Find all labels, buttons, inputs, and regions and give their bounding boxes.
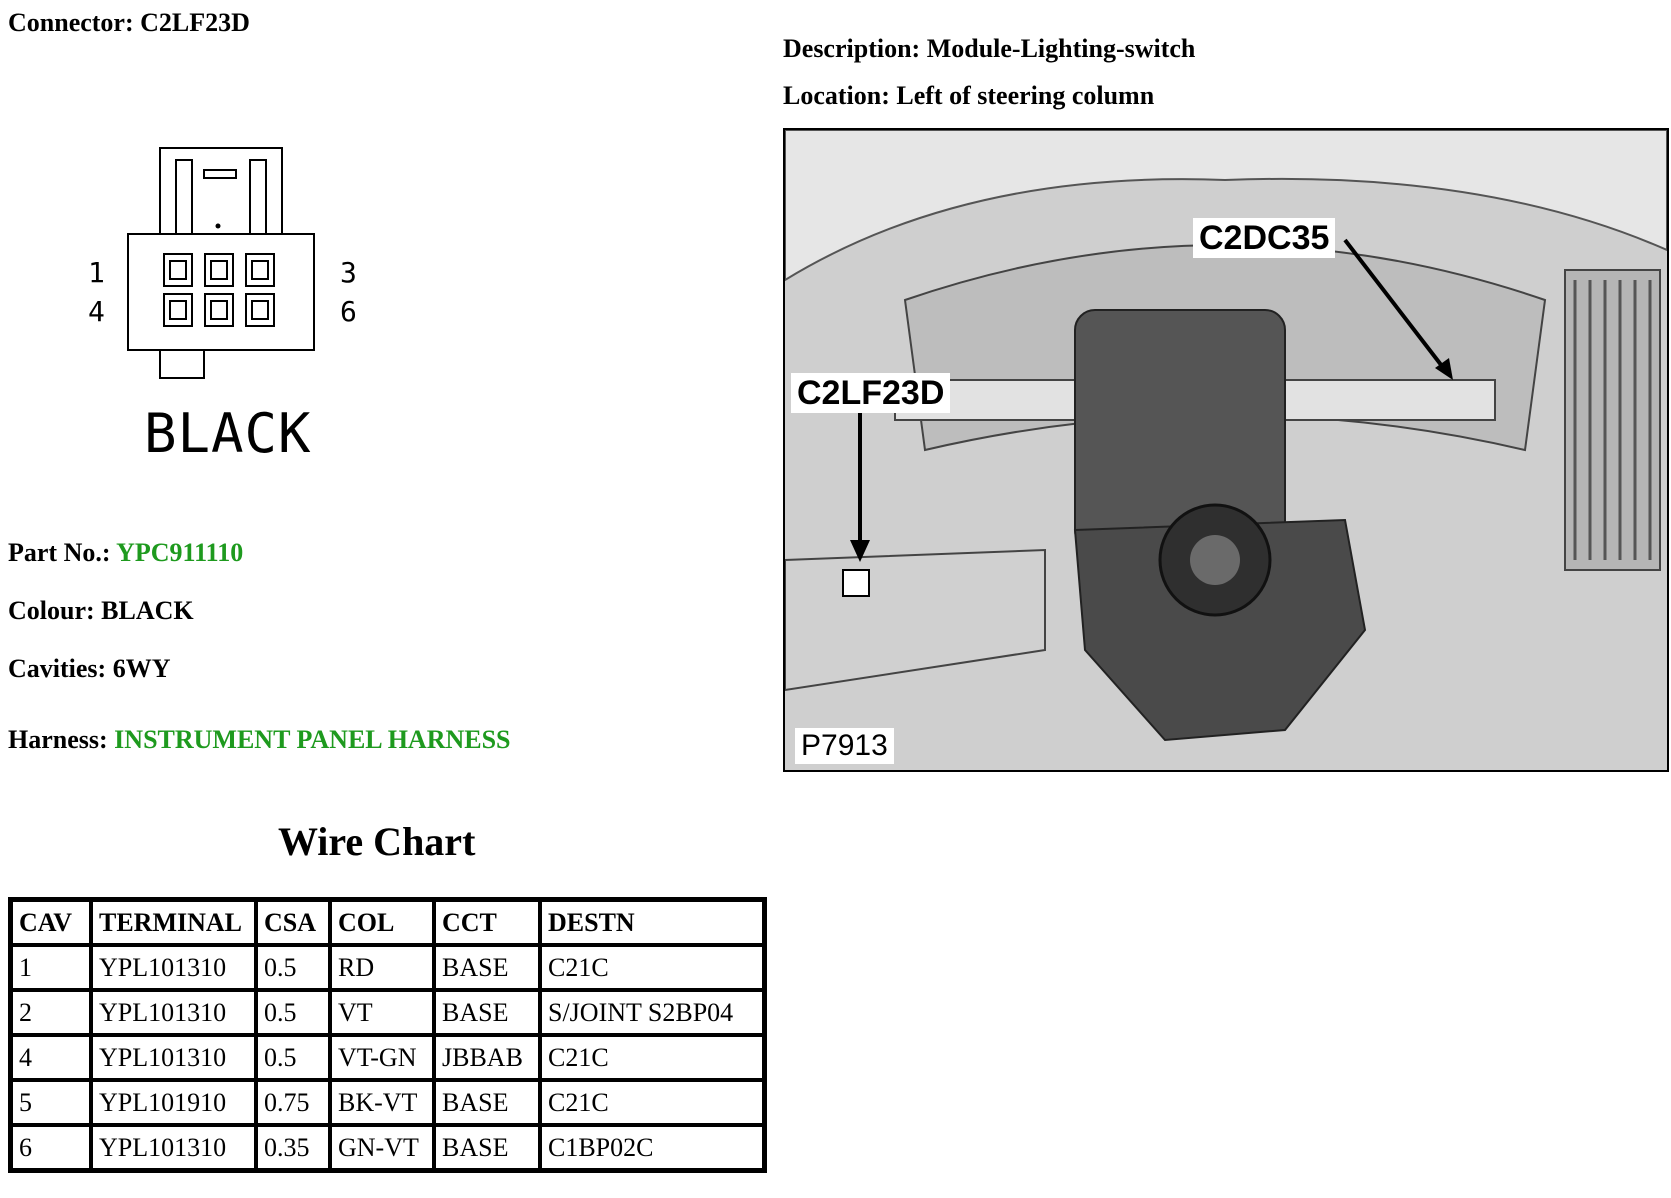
- cell-csa: 0.5: [256, 945, 330, 990]
- header-cav: CAV: [11, 900, 91, 945]
- cell-cav: 4: [11, 1035, 91, 1080]
- photo-callout-c2lf23d: C2LF23D: [791, 373, 950, 413]
- table-row: [11, 945, 764, 990]
- header-csa: CSA: [256, 900, 330, 945]
- cell-cct: BASE: [434, 1080, 540, 1125]
- cell-col: VT-GN: [330, 1035, 434, 1080]
- cell-csa: 0.5: [256, 990, 330, 1035]
- connector-value: C2LF23D: [140, 8, 250, 37]
- cell-cav: 5: [11, 1080, 91, 1125]
- cell-col: BK-VT: [330, 1080, 434, 1125]
- cell-terminal: YPL101310: [91, 1125, 256, 1170]
- photo-id: P7913: [795, 728, 894, 764]
- location-label: Location:: [783, 81, 890, 110]
- connector-colour-text: BLACK: [144, 402, 312, 465]
- cell-terminal: YPL101310: [91, 1035, 256, 1080]
- part-no-value[interactable]: YPC911110: [116, 538, 244, 567]
- header-terminal: TERMINAL: [91, 900, 256, 945]
- pin-label-3: 3: [340, 256, 357, 289]
- connector-face-drawing: [80, 140, 380, 390]
- connector-field: [8, 8, 250, 38]
- header-cct: CCT: [434, 900, 540, 945]
- cell-cct: JBBAB: [434, 1035, 540, 1080]
- pin-label-1: 1: [88, 256, 105, 289]
- cavities-value: 6WY: [112, 654, 171, 683]
- cell-cct: BASE: [434, 945, 540, 990]
- header-col: COL: [330, 900, 434, 945]
- cell-destn: C1BP02C: [540, 1125, 764, 1170]
- cell-cav: 1: [11, 945, 91, 990]
- cell-destn: C21C: [540, 1080, 764, 1125]
- cell-cav: 6: [11, 1125, 91, 1170]
- cavities-label: Cavities:: [8, 654, 107, 683]
- connector-label: Connector:: [8, 8, 134, 37]
- location-value: Left of steering column: [896, 81, 1155, 110]
- table-row: [11, 990, 764, 1035]
- location-field: [783, 81, 1154, 111]
- table-row: [11, 1080, 764, 1125]
- harness-label: Harness:: [8, 725, 108, 754]
- cell-cav: 2: [11, 990, 91, 1035]
- cell-col: RD: [330, 945, 434, 990]
- description-value: Module-Lighting-switch: [926, 34, 1196, 63]
- colour-label: Colour:: [8, 596, 95, 625]
- cell-destn: S/JOINT S2BP04: [540, 990, 764, 1035]
- table-row: [11, 1125, 764, 1170]
- description-label: Description:: [783, 34, 921, 63]
- pin-label-4: 4: [88, 295, 105, 328]
- cell-col: VT: [330, 990, 434, 1035]
- cell-col: GN-VT: [330, 1125, 434, 1170]
- cell-destn: C21C: [540, 945, 764, 990]
- harness-field: [8, 725, 511, 755]
- harness-value[interactable]: INSTRUMENT PANEL HARNESS: [114, 725, 511, 754]
- cell-destn: C21C: [540, 1035, 764, 1080]
- pin-label-6: 6: [340, 295, 357, 328]
- colour-value: BLACK: [101, 596, 194, 625]
- description-field: [783, 34, 1195, 64]
- table-row: [11, 1035, 764, 1080]
- connector-diagram: [80, 140, 380, 480]
- part-no-field: [8, 538, 243, 568]
- cell-terminal: YPL101910: [91, 1080, 256, 1125]
- wire-chart-title: Wire Chart: [278, 819, 476, 864]
- location-photo: [783, 128, 1669, 772]
- cell-csa: 0.75: [256, 1080, 330, 1125]
- cell-csa: 0.5: [256, 1035, 330, 1080]
- colour-field: [8, 596, 194, 626]
- cavities-field: [8, 654, 170, 684]
- wire-chart-table: [8, 897, 767, 1173]
- part-no-label: Part No.:: [8, 538, 111, 567]
- cell-cct: BASE: [434, 1125, 540, 1170]
- cell-cct: BASE: [434, 990, 540, 1035]
- table-header-row: [11, 900, 764, 945]
- cell-terminal: YPL101310: [91, 945, 256, 990]
- header-destn: DESTN: [540, 900, 764, 945]
- cell-terminal: YPL101310: [91, 990, 256, 1035]
- photo-callout-c2dc35: C2DC35: [1193, 218, 1335, 258]
- cell-csa: 0.35: [256, 1125, 330, 1170]
